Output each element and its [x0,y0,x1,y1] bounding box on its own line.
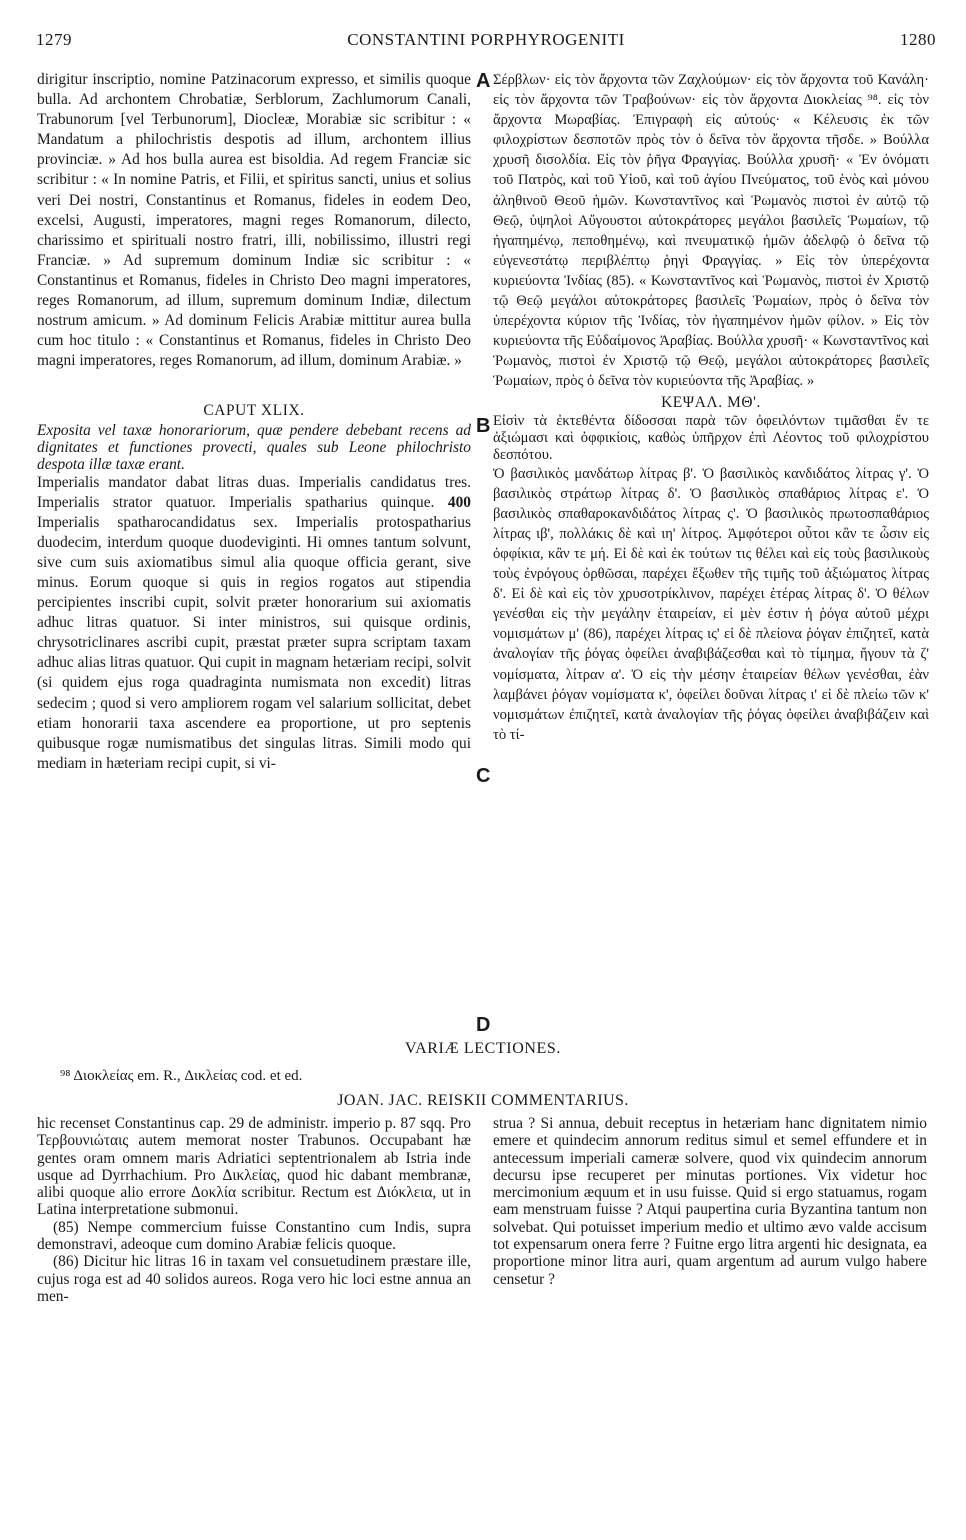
section-marker-d: D [476,1014,491,1036]
variae-lectiones-note: ⁹⁸ Διοκλείας em. R., Δικλείας cod. et ed. [60,1068,303,1084]
latin-paragraph-taxes [37,473,471,774]
greek-chapter-heading: ΚΕΨΑΛ. ΜΘ'. [661,393,761,411]
commentarius-heading: JOAN. JAC. REISKII COMMENTARIUS. [337,1092,629,1109]
page-number-left: 1279 [36,30,72,49]
latin-chapter-heading: CAPUT XLIX. [203,402,305,420]
latin-taxes-part-a: Imperialis mandator dabat litras duas. Imperialis candidatus tres. Imperialis strator quatuor. Imperialis spatharius quinque. [37,473,471,511]
greek-paragraph-taxes: Ὁ βασιλικὸς μανδάτωρ λίτρας β'. Ὁ βασιλικὸς κανδιδάτος λίτρας γ'. Ὁ βασιλικὸς στράτωρ λίτρας δ'. Ὁ βασιλικὸς σπαθάριος λίτρας ε'. Ὁ βασιλικὸς σπαθαροκανδιδάτος λίτρας ς'. Ὁ βασιλικὸς πρωτοσπαθάριος λίτρας ιβ', πολλάκις δὲ καὶ ιη' λίτρος. Ἀμφότεροι οὗτοι κἂν τε ὦσιν εἰς ὀφφίκια, κἂν τε μή. Εἰ δὲ καὶ ἐκ τούτων τις θέλει καὶ εἰς τοὺς βασιλικοὺς τοὺς ἐνρόγους ὀρθῶσαι, παρέχει ἔξωθεν τῆς τιμῆς τοῦ ἀξιώματος λίτρας δ'. Εἰ δὲ καὶ εἰς τὸν χρυσοτρίκλινον, παρέχει ἑτέρας λίτρας δ'. Ὁ θέλων γενέσθαι εἰς τὴν μεγάλην ἑταιρείαν, εἰ μὲν ἐστιν ἡ ῥόγα αὐτοῦ μέχρι νομισμάτων μ' (86), παρέχει λίτρας ις' εἰ δὲ πλείονα ῥόγαν ἐπιζητεῖ, κατὰ ἀναλογίαν τῆς ῥόγας ὀφείλει ἀναβιβάζεσθαι καὶ τὸ τίμημα, ἤγουν τὰ ζ' νομίσματα, λίτραν α'. Ὁ εἰς τὴν μέσην ἑταιρείαν θέλων γενέσθαι, ἐὰν λαμβάνει ῥόγαν νομίσματα κ', ὀφείλει δοῦναι λίτρας ι' εἰ δὲ πλείω τῶν κ' νομισμάτων ἐπιζητεῖ, κατὰ ἀναλογίαν τῆς ῥόγας ὀφείλει ἀναβιβάζειν καὶ τὸ τί- [493,465,929,743]
section-marker-c: C [476,765,491,787]
latin-column [37,70,471,774]
section-marker-a: A [476,70,491,92]
commentary-note-85: (85) Nempe commercium fuisse Constantino cum Indis, supra demonstravi, adeoque cum domino Arabiæ felicis quoque. [37,1218,471,1254]
commentary-note-86-continued: strua ? Si annua, debuit receptus in hetæriam hanc dignitatem nimio emere et quindecim annorum reditus simul et semel effundere et in antecessum imperiali cameræ solvere, quod vix quindecim annorum decursu ipse recuperet per minutas portiones. Vix videtur hoc mercimonium æquum et in usu fuisse. Quid si ergo statuamus, rogam eam menstruam fuisse ? Atqui paupertina curia Byzantina tantum non solvebat. Qui potuisset imperium medio et ultimo ævo valde accisum tot expensarum onera ferre ? Fuitne ergo litra argenti hic designata, ea proportione minor litra auri, quam argentum ad aurum vulgo habere censetur ? [493,1115,927,1288]
variae-lectiones-heading: VARIÆ LECTIONES. [405,1040,561,1057]
column-number-400: 400 [447,493,471,511]
greek-chapter-subtitle: Εἰσὶν τὰ ἐκτεθέντα δίδοσσαι παρὰ τῶν ὀφειλόντων τιμᾶσθαι ἔν τε ἀξιώμασι καὶ ὀφφικίοις, καθὼς ὑπῆρχον ἐπὶ Λέοντος τοῦ φιλοχρίστου δεσπότου. [493,412,929,463]
page-number-right: 1280 [900,30,936,49]
running-header [36,30,936,60]
greek-column [493,70,929,745]
commentary-note-84: hic recenset Constantinus cap. 29 de administr. imperio p. 87 sqq. Pro Τερβουνιώταις autem memorat noster Trabunos. Occupabant hæ gentes oram omnem maris Adriatici septentrionalem ab Istria inde usque ad Dyrrhachium. Pro Δικλείας, quod hic dabant membranæ, alibi quoque alio errore Δοκλία scribitur. Rectum est Διόκλεια, ut in Latina interpretatione submonui. [37,1115,471,1219]
commentary-right-column [493,1115,927,1288]
commentary-note-86: (86) Dicitur hic litras 16 in taxam vel consuetudinem præstare ille, cujus roga est ad 40 solidos aureos. Roga vero hic loci estne annua an men- [37,1253,471,1305]
commentary-left-column [37,1115,471,1305]
latin-taxes-part-b: Imperialis spatharocandidatus sex. Imperialis protospatharius duodecim, interdum quoque duodeviginti. Hi omnes tantum solvunt, sive cum suis axiomatibus simul alia quoque officia gerant, sive minus. Eorum quoque si quis in regios rogatos aut stipendia percipientes inscribi cupit, solvit præter honorarium sui axiomatis adhuc litras quatuor. Si inter ministros, sui quisque ordinis, chrysotriclinares ascribi cupit, præstat præter supra scriptam taxam adhuc alias litras quatuor. Qui cupit in magnam hetæriam recipi, solvit (si quidem ejus roga quadraginta numismata non excedit) litras sedecim ; quod si vero ampliorem rogam vel salarium sollicitat, debet etiam honorarii taxa ascendere ea proportione, ut pro septenis quibusque rogæ numismatibus det singulas litras. Simili modo qui mediam in hæteriam recipi cupit, si vi- [37,513,471,772]
latin-paragraph-inscriptions: dirigitur inscriptio, nomine Patzinacorum expresso, et similis quoque bulla. Ad archontem Chrobatiæ, Serblorum, Zachlumorum Canali, Trabunorum [vel Terbunorum], Diocleæ, Morabiæ sic scribitur : « Mandatum a philochristis despotis ad illum, archontem illius provinciæ. » Ad hos bulla aurea est bisoldia. Ad regem Franciæ sic scribitur : « In nomine Patris, et Filii, et spiritus sancti, unius et solius veri Dei nostri, Constantinus et Romanus, fideles in eodem Deo, excelsi, Augusti, imperatores, magni reges Romanorum, dilecto, charissimo et spirituali nostro fratri, illi, nobilissimo, illustri regi Franciæ. » Ad supremum dominum Indiæ sic scribitur : « Constantinus et Romanus, fideles in Christo Deo magni imperatores, reges Romanorum, ad illum, supremum dominum Indiæ, dilectum nostrum amicum. » Ad dominum Felicis Arabiæ mittitur aurea bulla cum hoc titulo : « Constantinus et Romanus, fideles in Christo Deo magni imperatores, reges Romanorum, ad illum, dominum Arabiæ. » [37,71,471,370]
greek-paragraph-inscriptions: Σέρβλων· εἰς τὸν ἄρχοντα τῶν Ζαχλούμων· εἰς τὸν ἄρχοντα τοῦ Κανάλη· εἰς τὸν ἄρχοντα τῶν Τραβούνων· εἰς τὸν ἄρχοντα Διοκλείας ⁹⁸. εἰς τὸν ἄρχοντα Μωραβίας. Ἐπιγραφὴ εἰς αὐτούς· « Κέλευσις ἐκ τῶν φιλοχρίστων δεσποτῶν πρὸς τὸν ὁ δεῖνα τὸν ἄρχοντα τῆσδε. » Βούλλα χρυσῆ δισολδία. Εἰς τὸν ῥῆγα Φραγγίας. Βούλλα χρυσῆ· « Ἐν ὀνόματι τοῦ Πατρὸς, καὶ τοῦ Υἱοῦ, καὶ τοῦ ἁγίου Πνεύματος, τοῦ ἑνὸς καὶ μόνου ἀληθινοῦ Θεοῦ ἡμῶν. Κωνσταντῖνος καὶ Ῥωμανὸς πιστοὶ ἐν αὐτῷ τῷ Θεῷ, ὑψηλοὶ Αὔγουστοι αὐτοκράτορες μεγάλοι βασιλεῖς Ῥωμαίων, τῷ ἠγαπημένῳ, πεποθημένῳ, καὶ πνευματικῷ ἡμῶν ἀδελφῷ ὁ δεῖνα τῷ εὐγενεστάτῳ περιβλέπτῳ ῥηγὶ Φραγγίας. » Εἰς τὸν ὑπερέχοντα κυριεύοντα Ἰνδίας (85). « Κωνσταντῖνος καὶ Ῥωμανὸς, πιστοὶ ἐν Χριστῷ τῷ Θεῷ μεγάλοι αὐτοκράτορες βασιλεῖς Ῥωμαίων, πρὸς ὁ δεῖνα τὸν ὑπερέχοντα κύριον τῆς Ἰνδίας, τὸν ἠγαπημένον ἡμῶν φίλον. » Εἰς τὸν κυριεύοντα τῆς Εὐδαίμονος Ἀραβίας. Βούλλα χρυσῆ· « Κωνσταντῖνος καὶ Ῥωμανὸς, πιστοὶ ἐν Χριστῷ τῷ Θεῷ, μεγάλοι αὐτοκράτορες βασιλεῖς Ῥωμαίων, πρὸς ὁ δεῖνα τὸν κυριεύοντα τῆς Ἀραβίας. » [493,72,929,390]
running-title: CONSTANTINI PORPHYROGENITI [347,30,625,49]
latin-chapter-subtitle: Exposita vel taxæ honorariorum, quæ pendere debebant recens ad dignitates et functiones provecti, quales sub Leone philochristo despota illæ taxæ erant. [37,421,471,473]
section-marker-b: B [476,415,491,437]
